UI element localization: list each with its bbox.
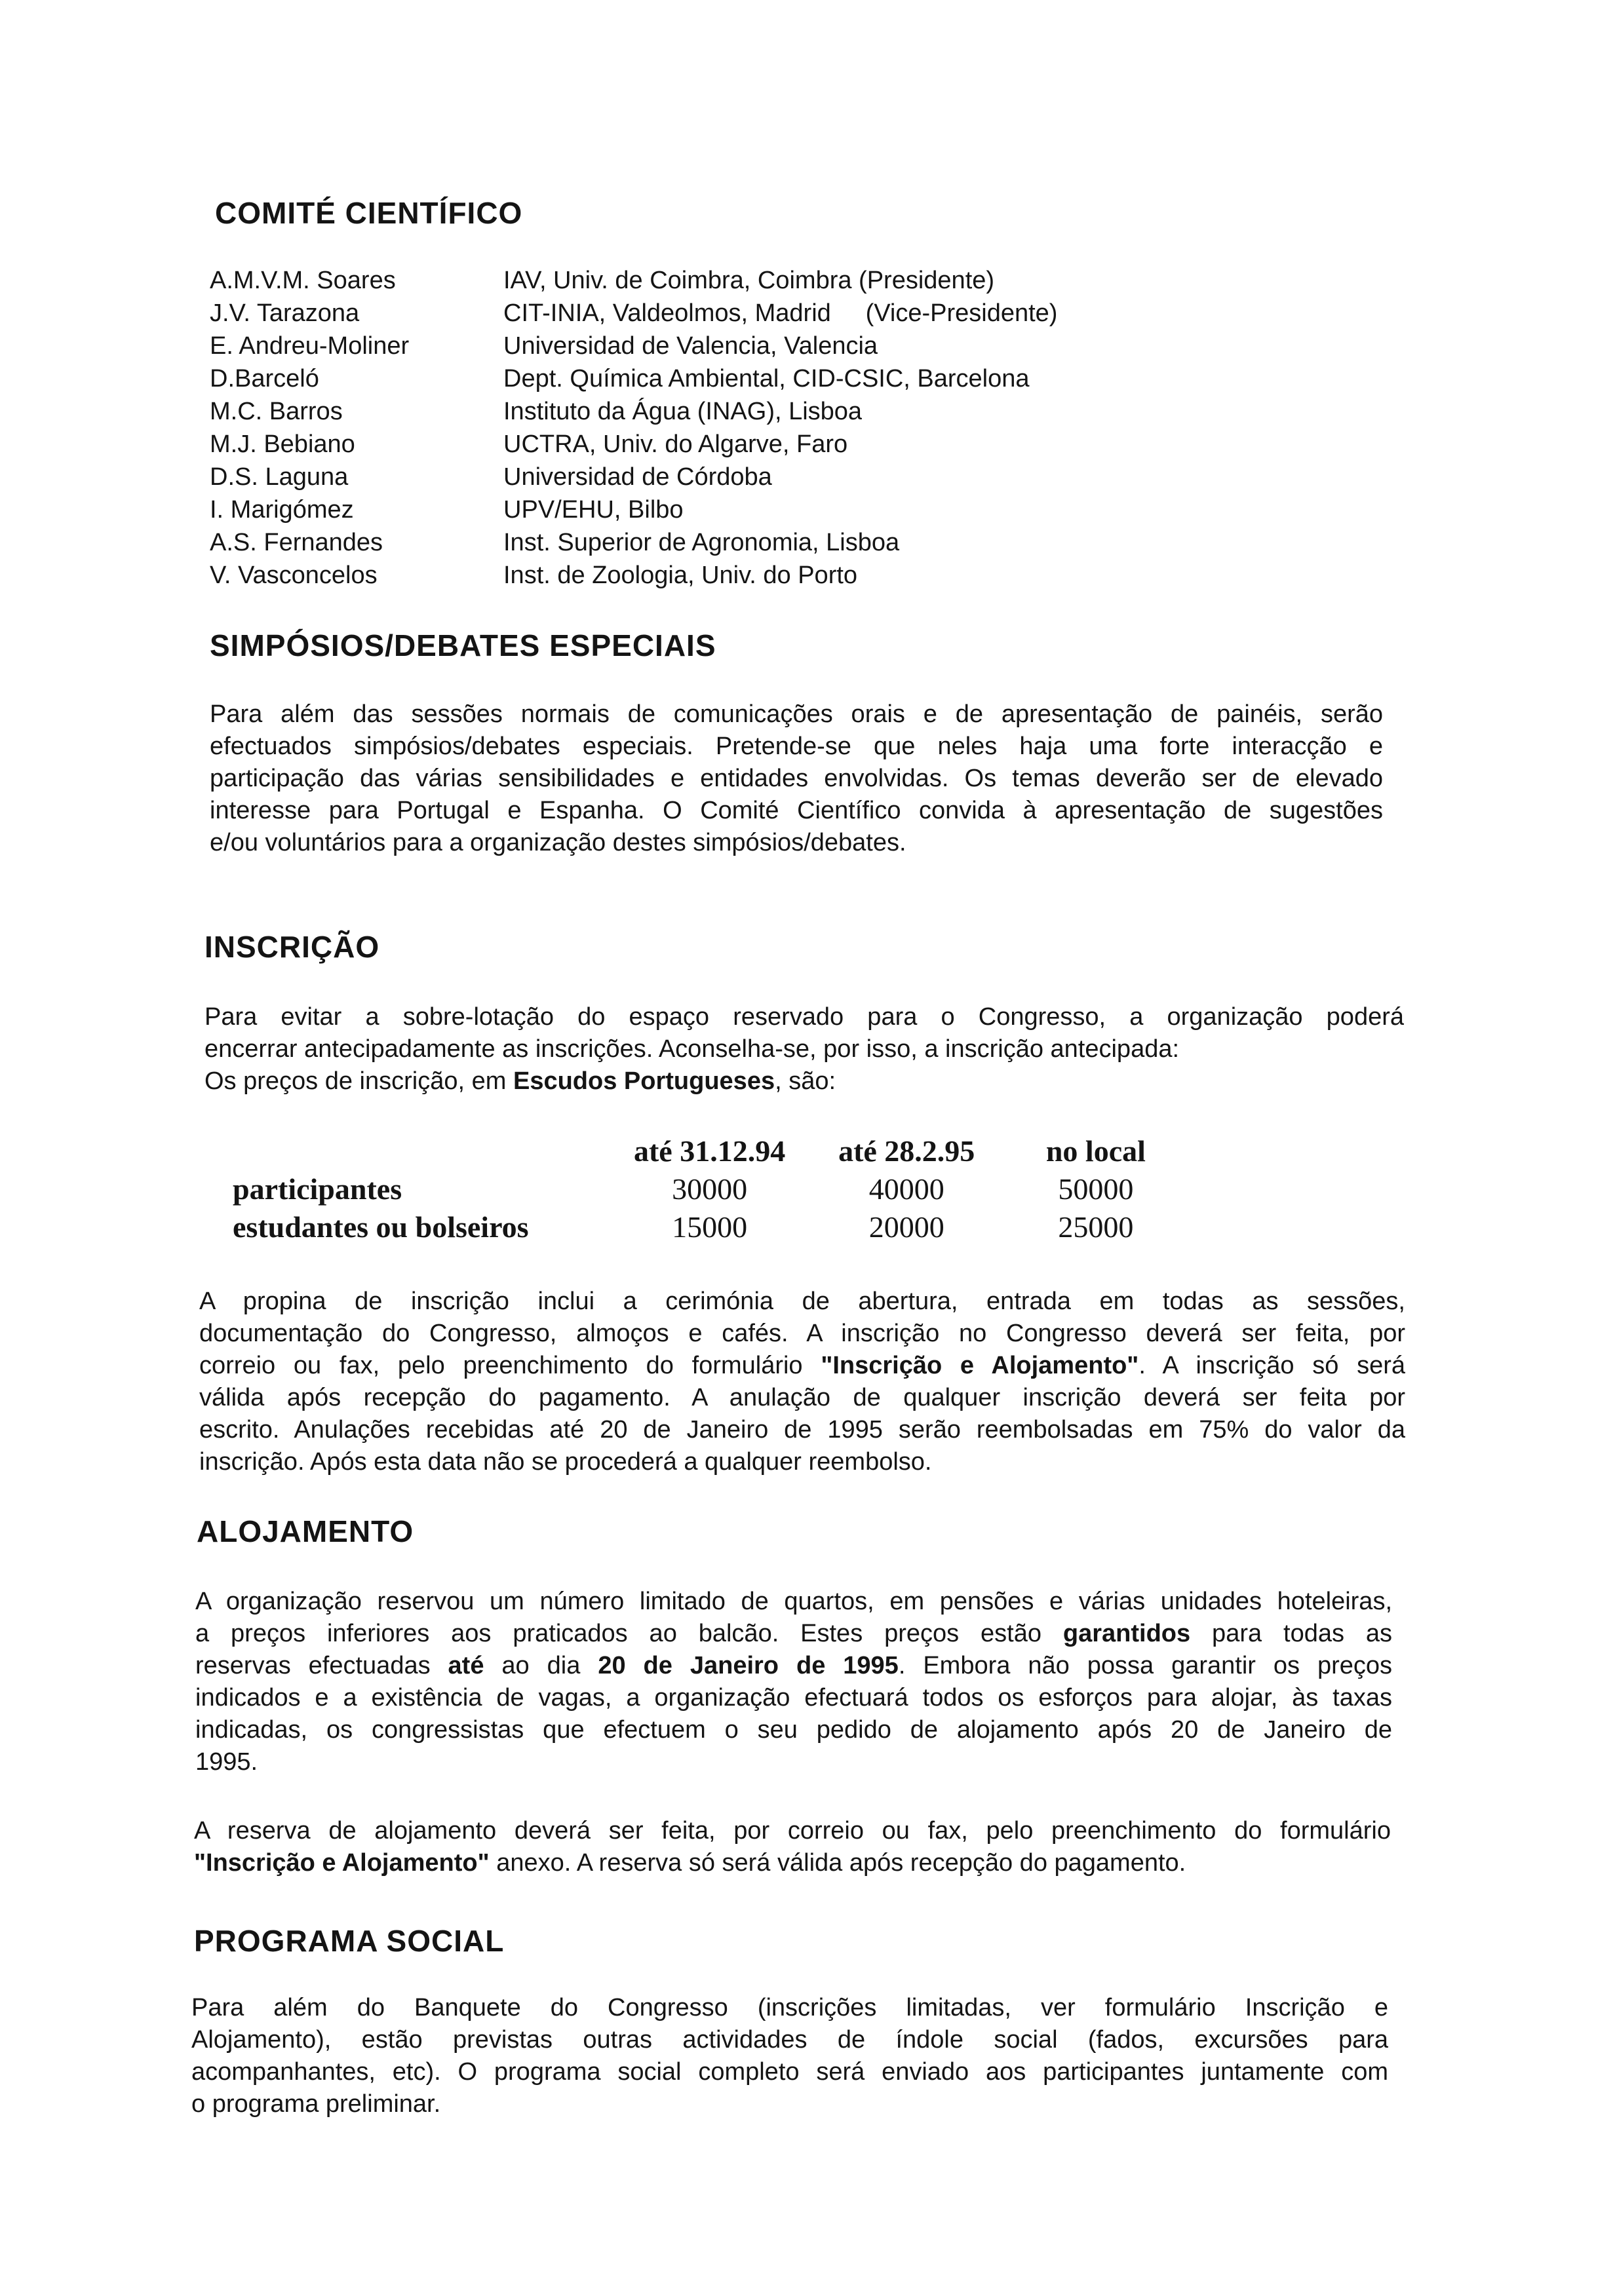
paragraph-line [194,1847,1391,1879]
paragraph-line [195,1618,1392,1650]
paragraph-line: encerrar antecipadamente as inscrições. Aconselha-se, por isso, a inscrição antecipada: [204,1035,1180,1063]
price-cell: 20000 [868,1210,944,1244]
member-affiliation: UCTRA, Univ. do Algarve, Faro [503,430,848,458]
member-name: J.V. Tarazona [210,299,360,327]
paragraph-line: inscrição. Após esta data não se procederá a qualquer reembolso. [199,1448,932,1476]
text-run: correio ou fax, pelo preenchimento do formulário [199,1352,821,1379]
member-name: M.J. Bebiano [210,430,355,458]
accommodation-paragraph-1 [195,1586,1392,1778]
committee-member [210,330,1140,362]
price-table-corner [233,1132,608,1170]
prices-intro-line [204,1065,1404,1098]
member-name: A.S. Fernandes [210,529,383,556]
prices-currency: Escudos Portugueses [513,1067,775,1095]
paragraph-line: acompanhantes, etc). O programa social completo será enviado aos participantes juntamente com [191,2058,1388,2086]
text-run: a preços inferiores aos praticados ao balcão. Estes preços estão [195,1620,1063,1647]
registration-paragraph [204,1001,1404,1098]
paragraph-line: Para além do Banquete do Congresso (inscrições limitadas, ver formulário Inscrição e [191,1994,1388,2021]
paragraph-line [199,1350,1405,1382]
price-cell: 25000 [1058,1210,1134,1244]
price-cell: 40000 [868,1172,944,1206]
prices-suffix: , são: [775,1067,836,1095]
member-affiliation: Inst. Superior de Agronomia, Lisboa [503,529,900,556]
committee-member [210,493,1140,526]
committee-list [210,264,1140,592]
committee-member [210,559,1140,592]
paragraph-line: participação das várias sensibilidades e entidades envolvidas. Os temas deverão ser de elevado [210,765,1383,792]
member-name: A.M.V.M. Soares [210,267,396,294]
paragraph-line: A reserva de alojamento deverá ser feita, por correio ou fax, pelo preenchimento do formulário [194,1817,1391,1845]
member-affiliation: Inst. de Zoologia, Univ. do Porto [503,562,858,589]
committee-member [210,297,1140,330]
symposia-paragraph [210,698,1383,859]
paragraph-line: Alojamento), estão previstas outras actividades de índole social (fados, excursões para [191,2026,1388,2054]
paragraph-line: Para além das sessões normais de comunicações orais e de apresentação de painéis, serão [210,700,1383,728]
member-affiliation: CIT-INIA, Valdeolmos, Madrid (Vice-Presidente) [503,299,1058,327]
paragraph-line: documentação do Congresso, almoços e cafés. A inscrição no Congresso deverá ser feita, por [199,1320,1405,1347]
member-name: I. Marigómez [210,496,354,524]
member-name: V. Vasconcelos [210,562,378,589]
text-run: para todas as [1190,1620,1392,1647]
committee-member [210,428,1140,461]
text-run: . Embora não possa garantir os preços [898,1652,1393,1679]
prices-intro-text: Os preços de inscrição, em [204,1067,513,1095]
column-header: até 31.12.94 [633,1134,786,1168]
price-cell: 30000 [672,1172,748,1206]
price-table [233,1132,1190,1246]
member-affiliation: UPV/EHU, Bilbo [503,496,684,524]
text-run: . A inscrição só será [1138,1352,1406,1379]
column-header: no local [1045,1134,1146,1168]
member-name: D.S. Laguna [210,463,349,491]
committee-member [210,264,1140,297]
text-run: ao dia [484,1652,598,1679]
text-run: anexo. A reserva só será válida após recepção do pagamento. [489,1849,1186,1877]
social-paragraph [191,1992,1388,2120]
paragraph-line: A organização reservou um número limitado de quartos, em pensões e várias unidades hoteleiras, [195,1588,1392,1615]
paragraph-line: o programa preliminar. [191,2090,441,2118]
paragraph-line: indicados e a existência de vagas, a organização efectuará todos os esforços para alojar, às taxas [195,1684,1392,1712]
committee-member [210,526,1140,559]
paragraph-line: interesse para Portugal e Espanha. O Comité Científico convida à apresentação de sugestões [210,797,1383,824]
paragraph-line: escrito. Anulações recebidas até 20 de Janeiro de 1995 serão reembolsadas em 75% do valor da [199,1416,1405,1444]
price-table-header [233,1132,1190,1170]
paragraph-line: e/ou voluntários para a organização destes simpósios/debates. [210,829,906,856]
paragraph-line: válida após recepção do pagamento. A anulação de qualquer inscrição deverá ser feita por [199,1384,1405,1411]
social-heading: PROGRAMA SOCIAL [194,1924,505,1958]
committee-member [210,461,1140,493]
committee-member [210,395,1140,428]
emphasis: até [448,1652,484,1679]
committee-heading: COMITÉ CIENTÍFICO [215,196,523,230]
text-run: reservas efectuadas [195,1652,448,1679]
paragraph-line: A propina de inscrição inclui a cerimónia de abertura, entrada em todas as sessões, [199,1288,1405,1315]
member-affiliation: Universidad de Valencia, Valencia [503,332,878,360]
symposia-heading: SIMPÓSIOS/DEBATES ESPECIAIS [210,628,716,662]
accommodation-paragraph-2 [194,1815,1391,1879]
price-row-students [233,1208,1190,1246]
registration-heading: INSCRIÇÃO [204,930,380,964]
paragraph-line: efectuados simpósios/debates especiais. Pretende-se que neles haja uma forte interacção e [210,733,1383,760]
member-affiliation: Universidad de Córdoba [503,463,772,491]
member-affiliation: IAV, Univ. de Coimbra, Coimbra (Presidente) [503,267,995,294]
paragraph-line: Para evitar a sobre-lotação do espaço reservado para o Congresso, a organização poderá [204,1003,1404,1031]
paragraph-line: indicadas, os congressistas que efectuem o seu pedido de alojamento após 20 de Janeiro de [195,1716,1392,1744]
member-name: D.Barceló [210,365,319,392]
deadline-date: 20 de Janeiro de 1995 [598,1652,899,1679]
paragraph-line: 1995. [195,1748,258,1776]
member-affiliation: Dept. Química Ambiental, CID-CSIC, Barcelona [503,365,1030,392]
member-name: M.C. Barros [210,398,343,425]
price-cell: 50000 [1058,1172,1134,1206]
price-row-participants [233,1170,1190,1208]
member-name: E. Andreu-Moliner [210,332,410,360]
paragraph-line [195,1650,1392,1682]
row-label: estudantes ou bolseiros [233,1210,529,1244]
accommodation-heading: ALOJAMENTO [197,1514,414,1548]
registration-fee-paragraph [199,1286,1405,1478]
column-header: até 28.2.95 [838,1134,975,1168]
form-name: "Inscrição e Alojamento" [194,1849,490,1877]
emphasis: garantidos [1062,1620,1191,1647]
price-cell: 15000 [672,1210,748,1244]
form-name: "Inscrição e Alojamento" [821,1352,1139,1379]
row-label: participantes [233,1172,402,1206]
committee-member [210,362,1140,395]
member-affiliation: Instituto da Água (INAG), Lisboa [503,398,863,425]
